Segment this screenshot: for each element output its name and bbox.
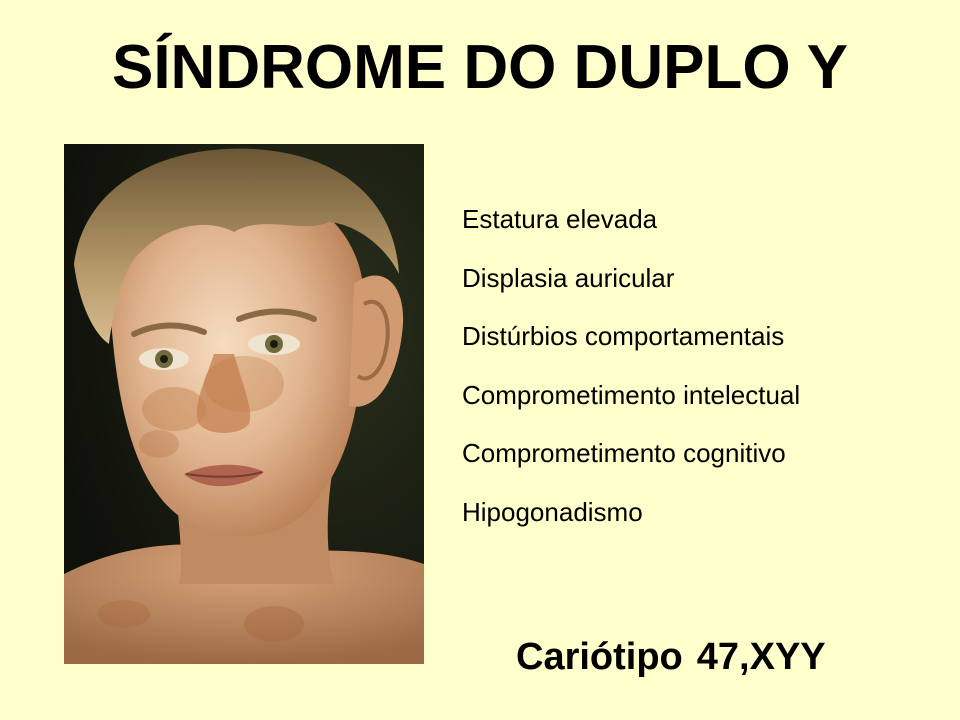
feature-item: Comprometimento cognitivo [462,438,786,468]
patient-portrait-image [64,144,424,664]
clinical-features-list [462,204,922,555]
karyotype-label: Cariótipo [516,636,683,678]
patient-photo [64,144,424,664]
slide-title: SÍNDROME DO DUPLO Y [111,33,849,102]
karyotype-value: 47,XYY [696,636,826,678]
feature-item: Distúrbios comportamentais [462,321,785,351]
feature-item: Displasia auricular [462,262,675,293]
feature-item: Estatura elevada [462,204,658,234]
karyotype-caption [516,634,826,680]
feature-item: Hipogonadismo [462,496,643,527]
feature-item: Comprometimento intelectual [462,379,801,410]
